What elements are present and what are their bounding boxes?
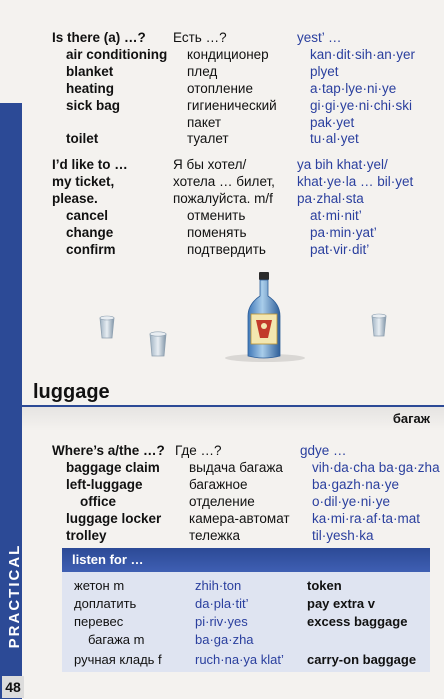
phrase-russian: тележка (189, 528, 241, 543)
section-heading: luggage (33, 381, 110, 403)
phrase-english: toilet (66, 131, 99, 146)
phrase-transliteration: ba·gazh·na·ye (312, 477, 400, 492)
phrase-transliteration: a·tap·lye·ni·ye (310, 81, 397, 96)
phrase-transliteration: plyet (310, 64, 339, 79)
phrase-russian: гигиенический (187, 98, 277, 113)
vodka-bottle-icon (248, 272, 280, 358)
listen-english: excess baggage (307, 614, 408, 629)
shot-glass-icon (150, 332, 166, 356)
phrase-russian: Есть …? (173, 30, 227, 45)
listen-transliteration: da·pla·tit’ (195, 596, 249, 611)
phrase-english: I’d like to … (52, 157, 128, 172)
phrase-russian: подтвердить (187, 242, 266, 257)
phrase-russian: туалет (187, 131, 229, 146)
phrase-english: Where’s a/the …? (52, 443, 165, 458)
phrase-english: my ticket, (52, 174, 115, 189)
phrase-russian: отменить (187, 208, 246, 223)
phrase-english: please. (52, 191, 98, 206)
phrase-russian: хотела … билет, (173, 174, 275, 189)
listen-transliteration: zhih·ton (195, 578, 242, 593)
listen-russian: доплатить (74, 596, 137, 611)
phrase-russian: кондиционер (187, 47, 269, 62)
phrase-russian: пакет (187, 115, 222, 130)
listen-russian: перевес (74, 614, 124, 629)
phrase-russian: Я бы хотел/ (173, 157, 247, 172)
phrase-russian: поменять (187, 225, 247, 240)
phrase-transliteration: pa·min·yat’ (310, 225, 377, 240)
phrase-transliteration: vih·da·cha ba·ga·zha (312, 460, 440, 475)
shot-glass-icon (100, 316, 114, 338)
listen-for-title: listen for … (62, 548, 430, 572)
section-side-label: PRACTICAL (6, 543, 23, 649)
listen-transliteration: pi·riv·yes (195, 614, 248, 629)
phrase-english: trolley (66, 528, 107, 543)
phrase-transliteration: kan·dit·sih·an·yer (310, 47, 416, 62)
phrase-russian: плед (187, 64, 218, 79)
phrase-russian: Где …? (175, 443, 222, 458)
phrase-russian: отделение (189, 494, 255, 509)
listen-russian: ручная кладь f (74, 652, 162, 667)
phrase-transliteration: gdye … (300, 443, 347, 458)
phrase-transliteration: pat·vir·dit’ (310, 242, 370, 257)
phrase-russian: багажное (189, 477, 248, 492)
listen-russian: багажа m (88, 632, 145, 647)
phrase-russian: выдача багажа (189, 460, 283, 475)
page-number: 48 (2, 676, 24, 698)
phrase-russian: камера-автомат (189, 511, 290, 526)
phrase-russian: пожалуйста. m/f (173, 191, 273, 206)
phrase-transliteration: yest’ … (297, 30, 342, 45)
shot-glass-icon (372, 314, 386, 336)
phrase-transliteration: khat·ye·la … bil·yet (297, 174, 414, 189)
phrase-english: air conditioning (66, 47, 168, 62)
phrase-english: change (66, 225, 114, 240)
phrase-english: confirm (66, 242, 116, 257)
phrase-transliteration: ka·mi·ra·af·ta·mat (312, 511, 421, 526)
phrase-english: Is there (a) …? (52, 30, 146, 45)
vodka-bottle-illustration (90, 266, 400, 366)
listen-russian: жетон m (74, 578, 125, 593)
phrase-english: left-luggage (66, 477, 143, 492)
listen-transliteration: ruch·na·ya klat’ (195, 652, 284, 667)
phrase-english: heating (66, 81, 115, 96)
listen-english: token (307, 578, 342, 593)
phrase-transliteration: pak·yet (310, 115, 355, 130)
phrase-transliteration: gi·gi·ye·ni·chi·ski (310, 98, 413, 113)
phrase-english: blanket (66, 64, 114, 79)
phrase-english: luggage locker (66, 511, 162, 526)
listen-transliteration: ba·ga·zha (195, 632, 254, 647)
phrase-english: cancel (66, 208, 109, 223)
section-divider (22, 405, 444, 407)
phrase-english: baggage claim (66, 460, 160, 475)
phrase-english: sick bag (66, 98, 121, 113)
phrase-transliteration: tu·al·yet (310, 131, 359, 146)
phrase-transliteration: at·mi·nit’ (310, 208, 362, 223)
section-heading-russian: багаж (392, 411, 430, 426)
phrase-transliteration: til·yesh·ka (312, 528, 374, 543)
phrase-english: office (80, 494, 117, 509)
section-heading-band (22, 407, 444, 431)
listen-english: carry-on baggage (307, 652, 417, 667)
listen-english: pay extra v (307, 596, 375, 611)
phrase-transliteration: o·dil·ye·ni·ye (312, 494, 391, 509)
phrase-transliteration: pa·zhal·sta (297, 191, 364, 206)
phrase-russian: отопление (187, 81, 253, 96)
listen-for-box (62, 548, 430, 672)
phrase-transliteration: ya bih khat·yel/ (297, 157, 388, 172)
